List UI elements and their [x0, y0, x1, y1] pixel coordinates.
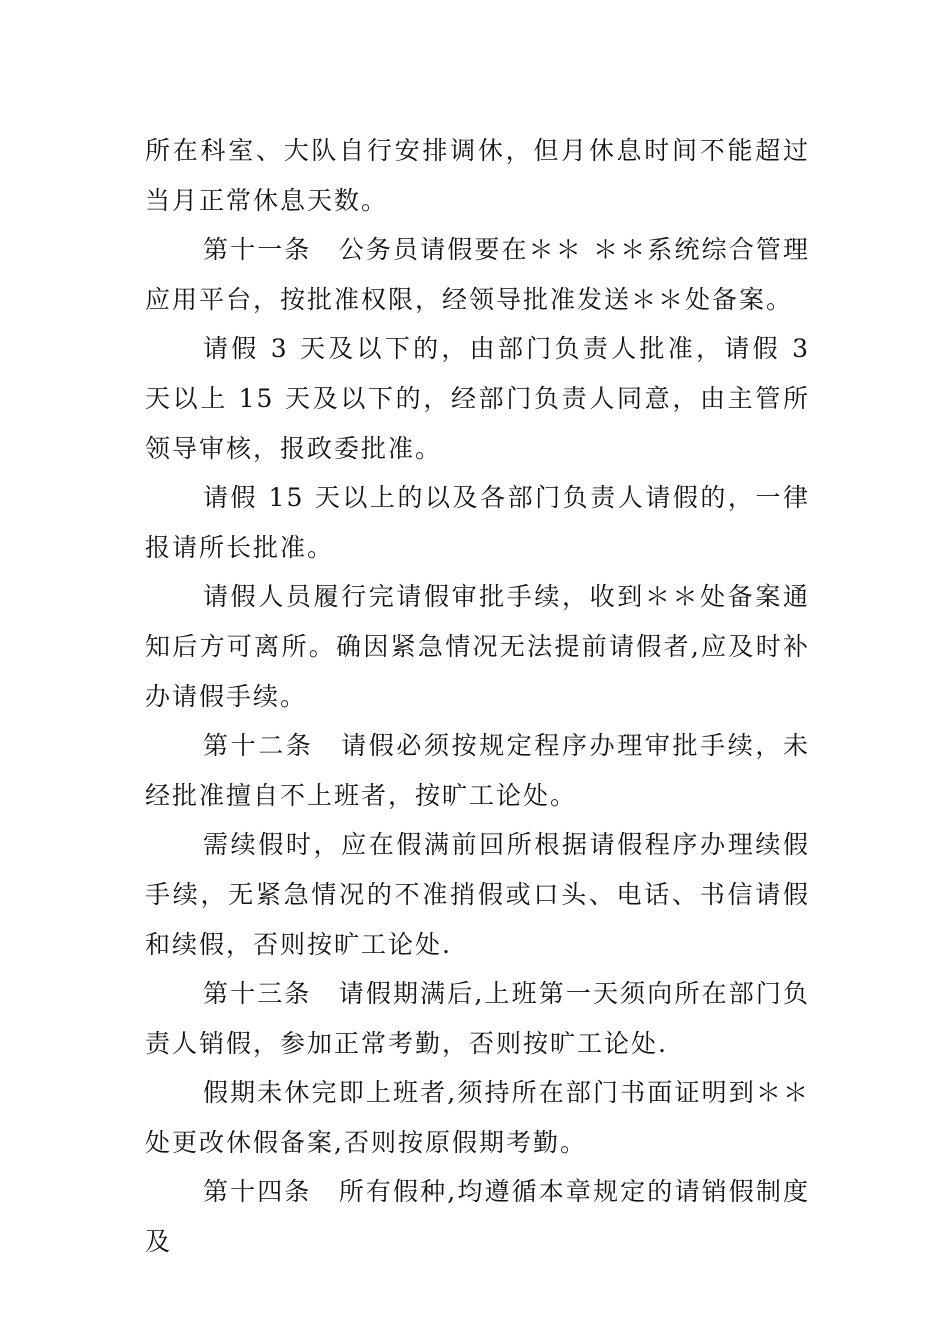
paragraph-9: 假期未休完即上班者,须持所在部门书面证明到＊＊处更改休假备案,否则按原假期考勤。	[145, 1078, 810, 1157]
paragraph-4: 请假 15 天以上的以及各部门负责人请假的，一律报请所长批准。	[145, 483, 810, 562]
paragraph-article-14: 第十四条 所有假种,均遵循本章规定的请销假制度及	[145, 1177, 810, 1257]
paragraph-article-13: 第十三条 请假期满后,上班第一天须向所在部门负责人销假，参加正常考勤，否则按旷工论处.	[145, 979, 810, 1058]
paragraph-5: 请假人员履行完请假审批手续，收到＊＊处备案通知后方可离所。确因紧急情况无法提前请假者,应及时补办请假手续。	[145, 582, 810, 711]
document-body	[145, 126, 810, 1267]
paragraph-1: 所在科室、大队自行安排调休，但月休息时间不能超过当月正常休息天数。	[145, 136, 810, 215]
paragraph-article-11: 第十一条 公务员请假要在＊＊ ＊＊系统综合管理应用平台，按批准权限，经领导批准发送＊＊处备案。	[145, 235, 810, 314]
paragraph-3: 请假 3 天及以下的，由部门负责人批准，请假 3 天以上 15 天及以下的，经部门负责人同意，由主管所领导审核，报政委批准。	[145, 334, 810, 463]
paragraph-7: 需续假时，应在假满前回所根据请假程序办理续假手续，无紧急情况的不准捎假或口头、电话、书信请假和续假，否则按旷工论处.	[145, 830, 810, 959]
paragraph-article-12: 第十二条 请假必须按规定程序办理审批手续，未经批准擅自不上班者，按旷工论处。	[145, 731, 810, 810]
